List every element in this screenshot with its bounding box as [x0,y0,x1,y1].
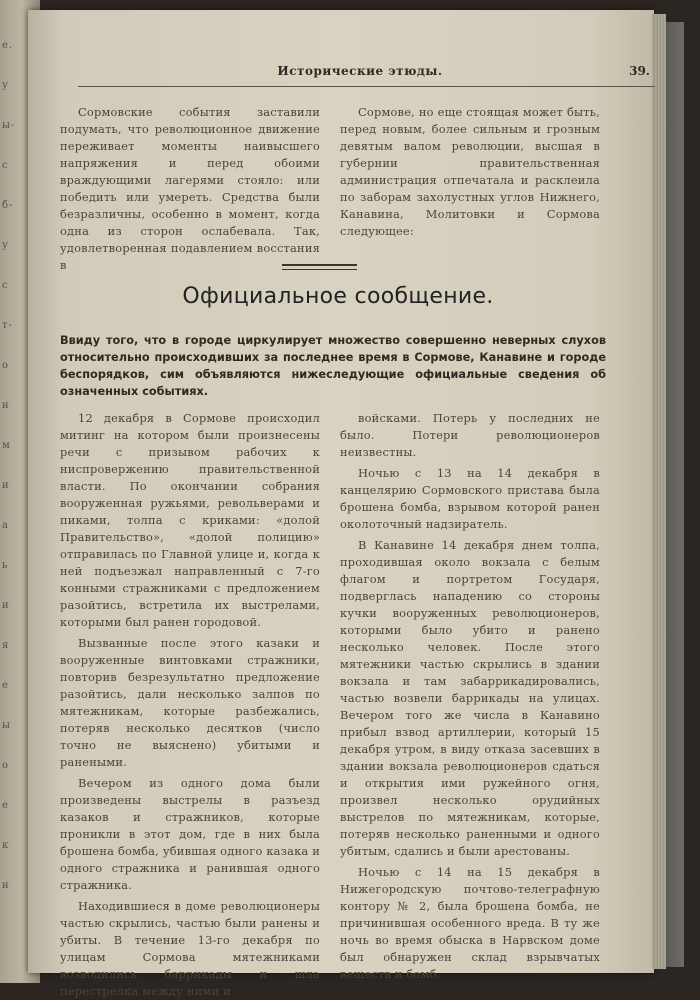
left-page-fragment: н [2,400,10,411]
left-page-fragment: т- [2,320,13,331]
paragraph: В Канавине 14 декабря днем толпа, проходившая около вокзала с белым флагом и портретом Государя, подверглась нападению со стороны кучки вооруженных революционеров, которыми было убито и ранено несколько человек. После этого мятежники частью скрылись в здании вокзала и там забаррикадировались, частью возвели баррикады на улицах. Вечером того же числа в Канавино прибыл взвод артиллерии, который 15 декабря утром, в виду отказа засевших в здании вокзала революционеров сдаться и открытия ими ружейного огня, произвел несколько орудийных выстрелов по мятежникам, которые, потеряв несколько раненными и одного убитым, сдались и были арестованы. [340,538,600,858]
paragraph: Вызванные после этого казаки и вооруженные винтовками стражники, повторив безрезультатно предложение разойтись, дали несколько залпов по мятежникам, которые разбежались, потеряв несколько десятков (число точно не выяснено) убитыми и ранеными. [60,636,320,769]
paragraph: войсками. Потерь у последних не было. Потери революционеров неизвестны. [340,411,600,459]
left-page-fragment: у [2,80,9,91]
left-page-fragment: и [2,600,10,611]
paragraph: Сормовские события заставили подумать, что революционное движение переживает моменты наивысшего напряжения и перед обоими враждующими лагерями стояло: или победить или умереть. Средства были безразличны, особенно в момент, когда одна из сторон ослабевала. Так, удовлетворенная подавлением восстания в [60,105,320,272]
left-page-fragment: о [2,360,10,371]
bottom-right-column [340,410,600,983]
announcement-intro: Ввиду того, что в городе циркулирует множество совершенно неверных слухов относительно происходивших за последнее время в Сормове, Канавине и городе беспорядков, сим объявляются нижеследующие официальные сведения об означенных событиях. [60,334,606,398]
left-page-fragment: е. [2,40,14,51]
left-page-fragment: б- [2,200,14,211]
left-page-fragment: я [2,640,10,651]
left-page-fragment: е [2,680,9,691]
bottom-left-column [60,410,320,1000]
page-stack-edge [652,14,666,969]
left-page-fragment: ы- [2,120,16,131]
paragraph: 12 декабря в Сормове происходил митинг на котором были произнесены речи с призывом рабочих к ниспровержению правительственной власти. По окончании собрания вооруженная ружьями, револьверами и пиками, толпа с криками: «долой Правительство», «долой полицию» отправилась по Главной улице и, когда к ней подъезжал направленный с 7-го конными стражниками с предложением разойтись, встретила их выстрелами, которыми был ранен городовой. [60,411,320,629]
section-heading: Официальное сообщение. [182,284,494,309]
paragraph: Ночью с 14 на 15 декабря в Нижегородскую почтово-телеграфную контору № 2, была брошена бомба, не причинившая особенного вреда. В ту же ночь во время обыска в Нарвском доме был обнаружен склад взрывчатых веществ и бомб. [340,865,600,981]
top-left-column [60,104,320,274]
header-rule [78,86,655,87]
paragraph: Ночью с 13 на 14 декабря в канцелярию Сормовского пристава была брошена бомба, взрывом которой ранен околоточный надзиратель. [340,466,600,531]
paragraph: Сормове, но еще стоящая может быть, перед новым, более сильным и грозным девятым валом революции, высшая в губернии правительственная администрация отпечатала и расклеила по заборам захолустных углов Нижнего, Канавина, Молитовки и Сормова следующее: [340,105,600,238]
running-header-title: Исторические этюды. [277,64,443,78]
top-right-column [340,104,600,240]
section-divider [282,264,357,266]
left-page-fragment: с [2,280,9,291]
left-page-fragment: м [2,440,11,451]
running-header [70,64,650,84]
book-cover-edge [666,22,684,967]
left-page-fragment: ь [2,560,9,571]
left-page-fragment: и [2,480,10,491]
left-page-fragment: а [2,520,9,531]
left-page-fragment: о [2,760,10,771]
left-page-fragment: к [2,840,10,851]
page-number: 39. [629,64,650,78]
left-page-fragment: е [2,800,9,811]
paragraph: Вечером из одного дома были произведены выстрелы в разъезд казаков и стражников, которые проникли в этот дом, где в них была брошена бомба, убившая одного казака и одного стражника и ранившая одного стражника. [60,776,320,892]
section-divider-thin [282,269,357,270]
left-page-fragment: ы [2,720,11,731]
left-page-fragment: с [2,160,9,171]
left-page-fragment: у [2,240,9,251]
left-page-fragment: н [2,880,10,891]
paragraph: Находившиеся в доме революционеры частью скрылись, частью были ранены и убиты. В течение 13-го декабря по улицам Сормова мятежниками возводились баррикады и шла перестрелка между ними и [60,899,320,998]
